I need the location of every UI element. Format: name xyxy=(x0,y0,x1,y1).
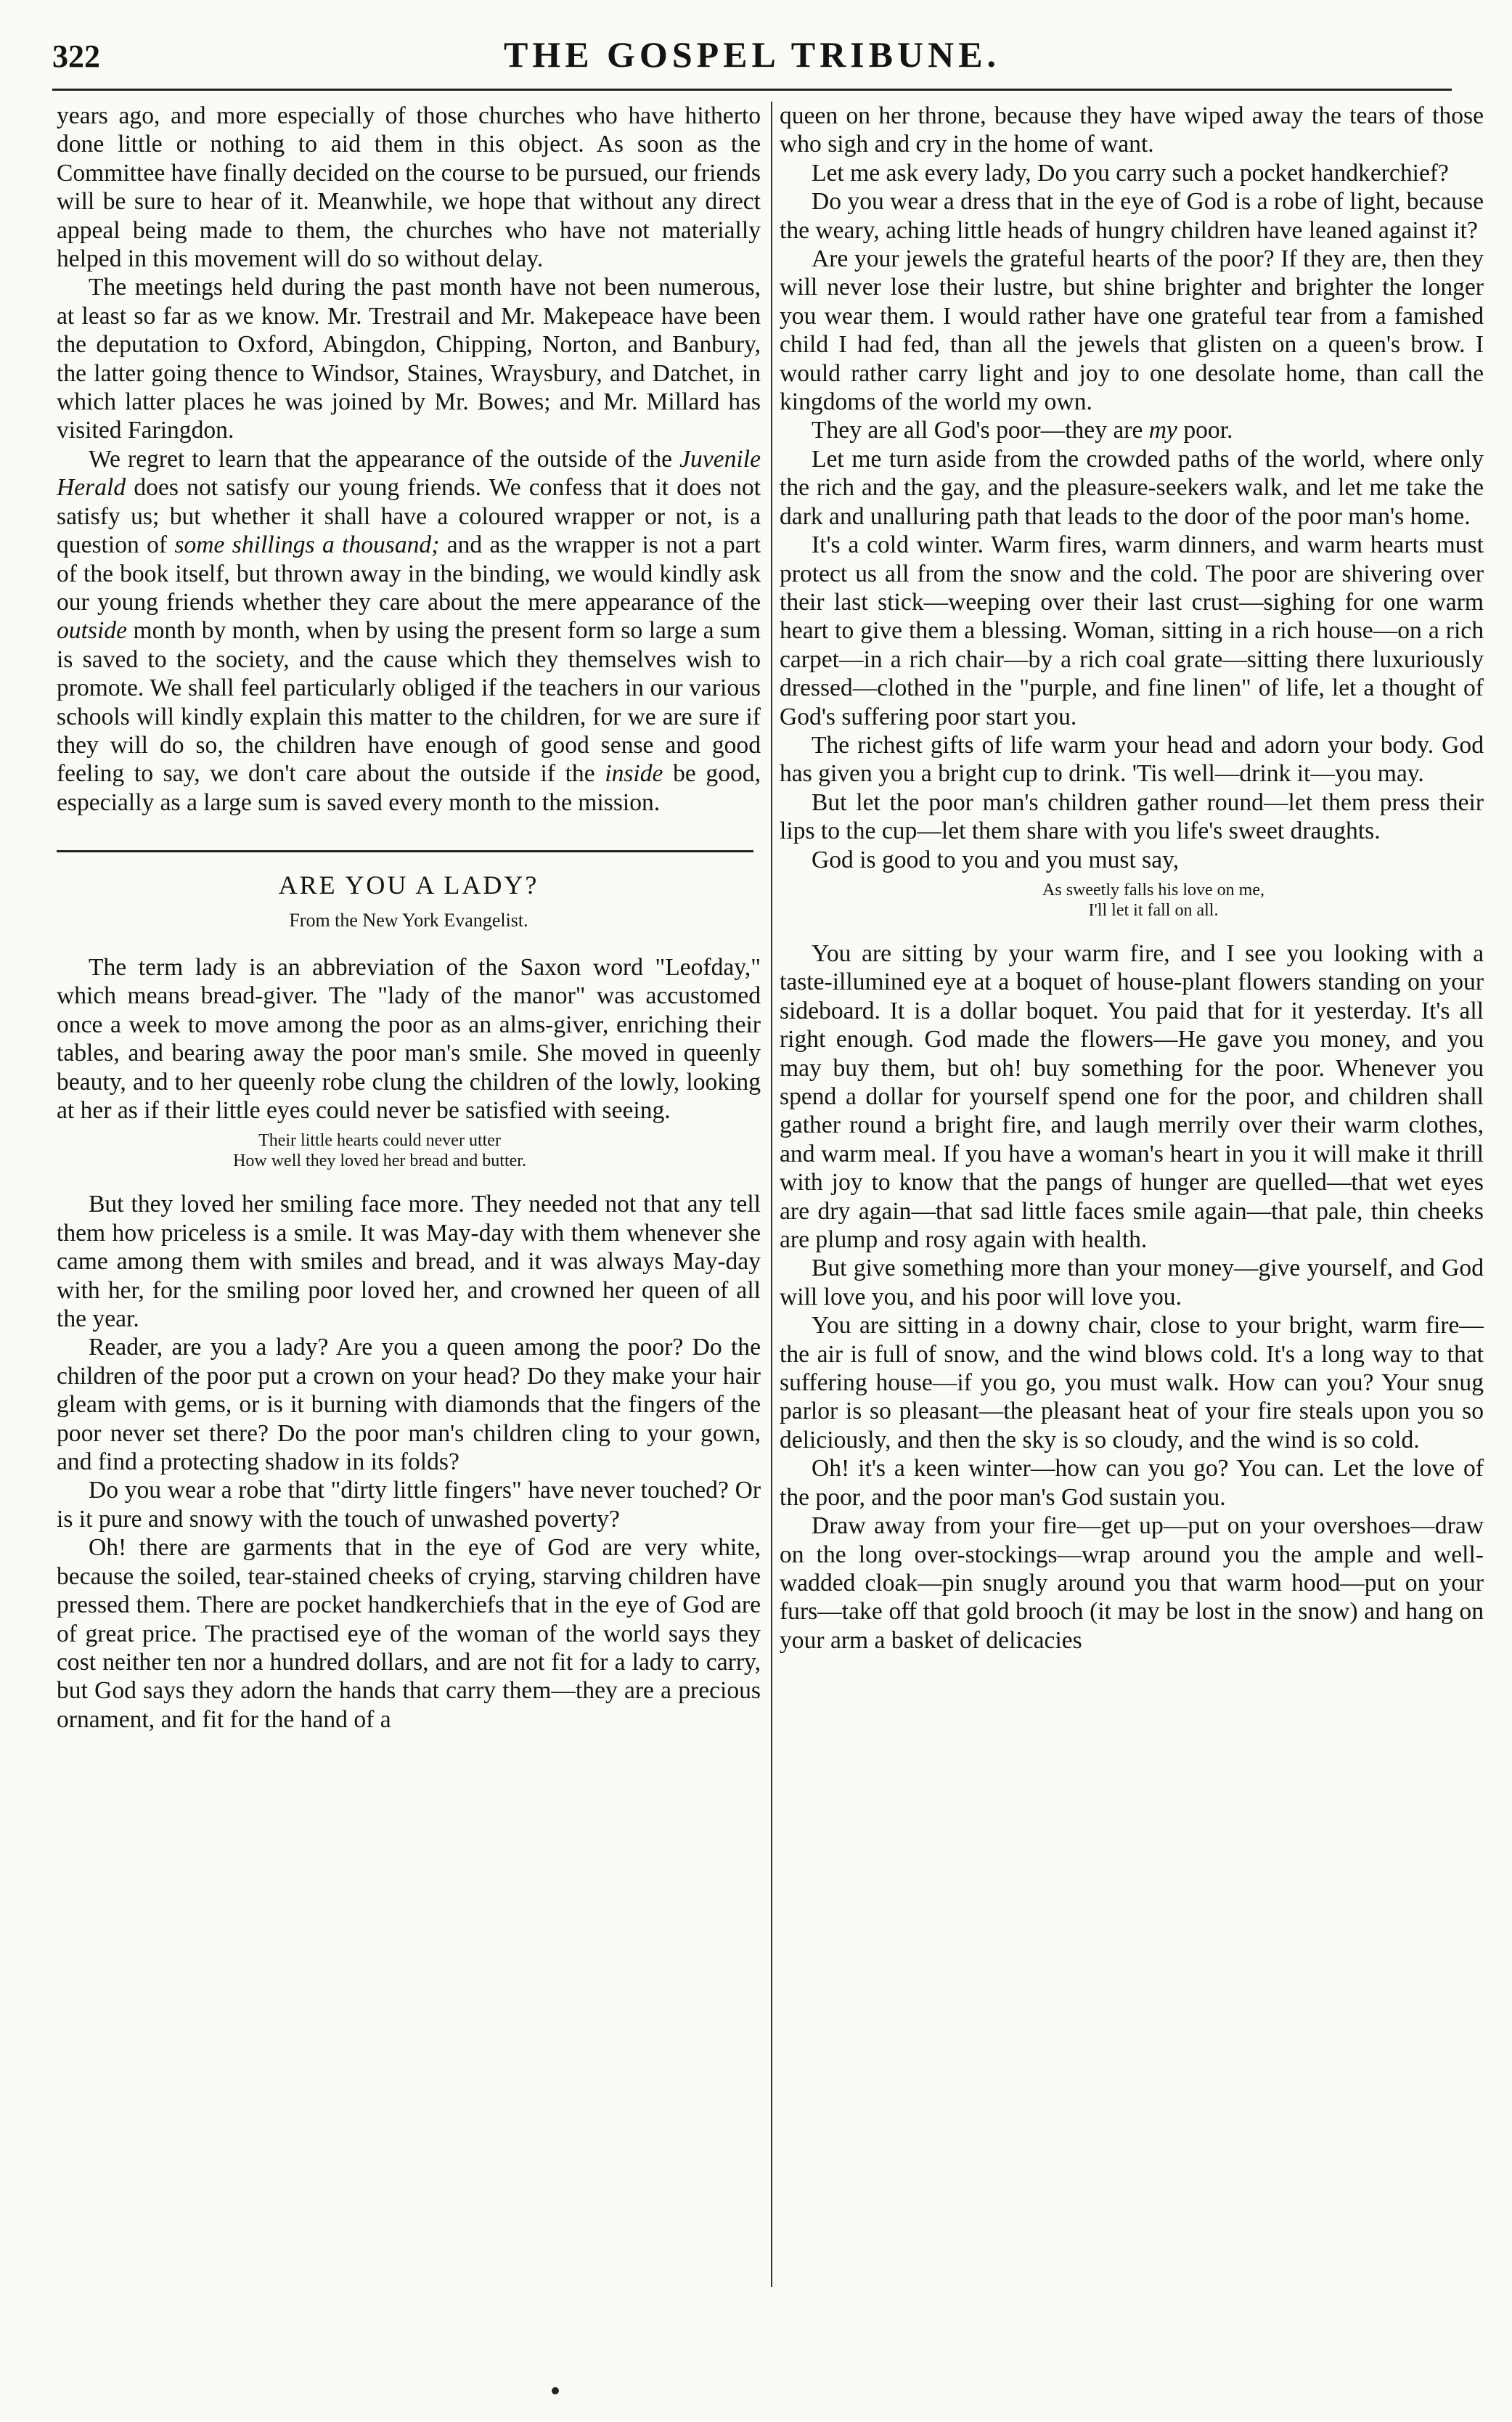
italic-text: my xyxy=(1148,417,1177,444)
verse-line: As sweetly falls his love on me, xyxy=(1042,880,1264,900)
paragraph: The richest gifts of life warm your head and adorn your body. God has given you a bright cup to drink. 'Tis well—drink it—you may. xyxy=(780,731,1484,788)
text-run: be good, especially as a large sum is saved every month to the mission. xyxy=(57,760,761,816)
paragraph: But they loved her smiling face more. They needed not that any tell them how priceless is a smile. It was May-day with them whenever she came among them with smiles and bread, and it was always May-day with her, for the smiling poor loved her, and crowned her queen of all the year. xyxy=(57,1191,761,1333)
italic-text: inside xyxy=(605,760,663,788)
paragraph: You are sitting in a downy chair, close to your bright, warm fire—the air is full of snow, and the wind blows cold. It's a long way to that suffering house—if you go, you must walk. How can you? Your snug parlor is so pleasant—the pleasant heat of your fire steals upon you so deliciously, and then the sky is so cloudy, and the wind is so cold. xyxy=(780,1312,1484,1453)
paragraph: queen on her throne, because they have wiped away the tears of those who sigh and cry in the home of want. xyxy=(780,102,1484,158)
paragraph: The meetings held during the past month have not been numerous, at least so far as we know. Mr. Trestrail and Mr. Makepeace have been the deputation to Oxford, Abingdon, Chipping, Norton, and Banbury, the latter going thence to Windsor, Staines, Wraysbury, and Datchet, in which latter places he was joined by Mr. Bowes; and Mr. Millard has visited Faringdon. xyxy=(57,274,761,444)
paragraph: years ago, and more especially of those churches who have hitherto done little or nothing to aid them in this object. As soon as the Committee have finally decided on the course to be pursued, our friends will be sure to hear of it. Meanwhile, we hope that without any direct appeal being made to them, the churches who have not materially helped in this movement will do so without delay. xyxy=(57,102,761,273)
text-run: and as the wrapper is not a part of the book itself, but thrown away in the binding, we would kindly ask our young friends whether they care about the mere appearance of the xyxy=(57,531,761,616)
left-column xyxy=(57,102,761,2287)
paragraph: The term lady is an abbreviation of the Saxon word "Leofday," which means bread-giver. The "lady of the manor" was accustomed once a week to move among the poor as an alms-giver, enriching their tables, and bearing away the poor man's smile. She moved in queenly beauty, and to her queenly robe clung the children of the lowly, looking at her as if their little eyes could never be satisfied with seeing. xyxy=(57,953,761,1124)
verse-quote xyxy=(57,1130,761,1171)
paragraph xyxy=(57,445,761,817)
verse-line: I'll let it fall on all. xyxy=(1088,900,1219,920)
paragraph: Oh! it's a keen winter—how can you go? You can. Let the love of the poor, and the poor man's God sustain you. xyxy=(780,1455,1484,1511)
paragraph: But let the poor man's children gather round—let them press their lips to the cup—let them share with you life's sweet draughts. xyxy=(780,788,1484,845)
article-title: ARE YOU A LADY? xyxy=(278,870,539,900)
paragraph: Are your jewels the grateful hearts of the poor? If they are, then they will never lose their lustre, but shine brighter and brighter the longer you wear them. I would rather have one grateful tear from a famished child I had fed, than all the jewels that glisten on a queen's brow. I would rather carry light and joy to one desolate home, than call the kingdoms of the world my own. xyxy=(780,245,1484,416)
paragraph: Do you wear a dress that in the eye of God is a robe of light, because the weary, aching little heads of hungry children have leaned against it? xyxy=(780,188,1484,244)
article-separator xyxy=(57,850,753,852)
text-run: poor. xyxy=(1177,417,1233,444)
paragraph: Reader, are you a lady? Are you a queen among the poor? Do the children of the poor put a crown on your head? Do they make your hair gleam with gems, or is it burning with diamonds that the fingers of the poor never set there? Do the poor man's children cling to your gown, and find a protecting shadow in its folds? xyxy=(57,1334,761,1476)
text-run: We regret to learn that the appearance of the outside of the xyxy=(89,445,680,473)
paragraph: God is good to you and you must say, xyxy=(812,846,1180,873)
text-run: does not satisfy our young friends. We confess that it does not satisfy us; but whether it shall have a coloured wrapper or not, is a question of xyxy=(57,474,761,559)
text-run: They are all God's poor—they are xyxy=(812,417,1149,444)
paragraph: But give something more than your money—give yourself, and God will love you, and his poor will love you. xyxy=(780,1255,1484,1310)
verse-quote xyxy=(780,880,1484,921)
italic-text: outside xyxy=(57,617,127,645)
paragraph: Let me ask every lady, Do you carry such a pocket handkerchief? xyxy=(812,159,1449,187)
paragraph: Draw away from your fire—get up—put on your overshoes—draw on the long over-stockings—wrap around you the ample and well-wadded cloak—pin snugly around you that warm hood—put on your furs—take off that gold brooch (it may be lost in the snow) and hang on your arm a basket of delicacies xyxy=(780,1512,1484,1654)
article-source: From the New York Evangelist. xyxy=(289,909,528,931)
page-header xyxy=(52,28,1452,91)
paragraph: It's a cold winter. Warm fires, warm dinners, and warm hearts must protect us all from the snow and the cold. The poor are shivering over their last stick—weeping over their last crust—sighing for one warm heart to give them a blessing. Woman, sitting in a rich house—on a rich carpet—in a rich chair—by a rich coal grate—sitting there luxuriously dressed—clothed in the "purple, and fine linen" of life, let a thought of God's suffering poor start you. xyxy=(780,531,1484,730)
paragraph: Do you wear a robe that "dirty little fingers" have never touched? Or is it pure and snowy with the touch of unwashed poverty? xyxy=(57,1477,761,1533)
verse-line: Their little hearts could never utter xyxy=(258,1131,501,1151)
paragraph xyxy=(780,416,1484,444)
text-run: month by month, when by using the present form so large a sum is saved to the society, and the cause which they themselves wish to promote. We shall feel particularly obliged if the teachers in our various schools will kindly explain this matter to the children, for we are sure if they will do so, the children have enough of good sense and good feeling to say, we don't care about the outside if the xyxy=(57,617,761,788)
page-number: 322 xyxy=(52,38,100,74)
verse-line: How well they loved her bread and butter. xyxy=(233,1151,526,1171)
right-column xyxy=(780,102,1484,2287)
journal-title: THE GOSPEL TRIBUNE. xyxy=(503,34,1001,75)
print-mark xyxy=(552,2387,559,2394)
italic-text: some shillings a thousand; xyxy=(174,531,440,559)
column-divider xyxy=(771,102,772,2287)
paragraph: Oh! there are garments that in the eye of God are very white, because the soiled, tear-stained cheeks of crying, starving children have pressed them. There are pocket handkerchiefs that in the eye of God are of great price. The practised eye of the woman of the world says they cost neither ten nor a hundred dollars, and are not fit for a lady to carry, but God says they adorn the hands that carry them—they are a precious ornament, and fit for the hand of a xyxy=(57,1534,761,1733)
italic-text: Juvenile Herald xyxy=(57,445,761,502)
paragraph: You are sitting by your warm fire, and I see you looking with a taste-illumined eye at a boquet of house-plant flowers standing on your sideboard. It is a dollar boquet. You paid that for it yesterday. It's all right enough. God made the flowers—He gave you money, and you may buy them, but oh! buy something for the poor. Whenever you spend a dollar for yourself spend one for the poor, and children shall gather round a bright fire, and laugh merrily over their warm clothes, and warm meal. If you have a woman's heart in you it will make it thrill with joy to know that the pangs of hunger are quelled—that wet eyes are dry again—that sad little faces smile again—that pale, thin cheeks are plump and rosy again with health. xyxy=(780,939,1484,1254)
paragraph: Let me turn aside from the crowded paths of the world, where only the rich and the gay, and the pleasure-seekers walk, and let me take the dark and unalluring path that leads to the door of the poor man's home. xyxy=(780,445,1484,530)
